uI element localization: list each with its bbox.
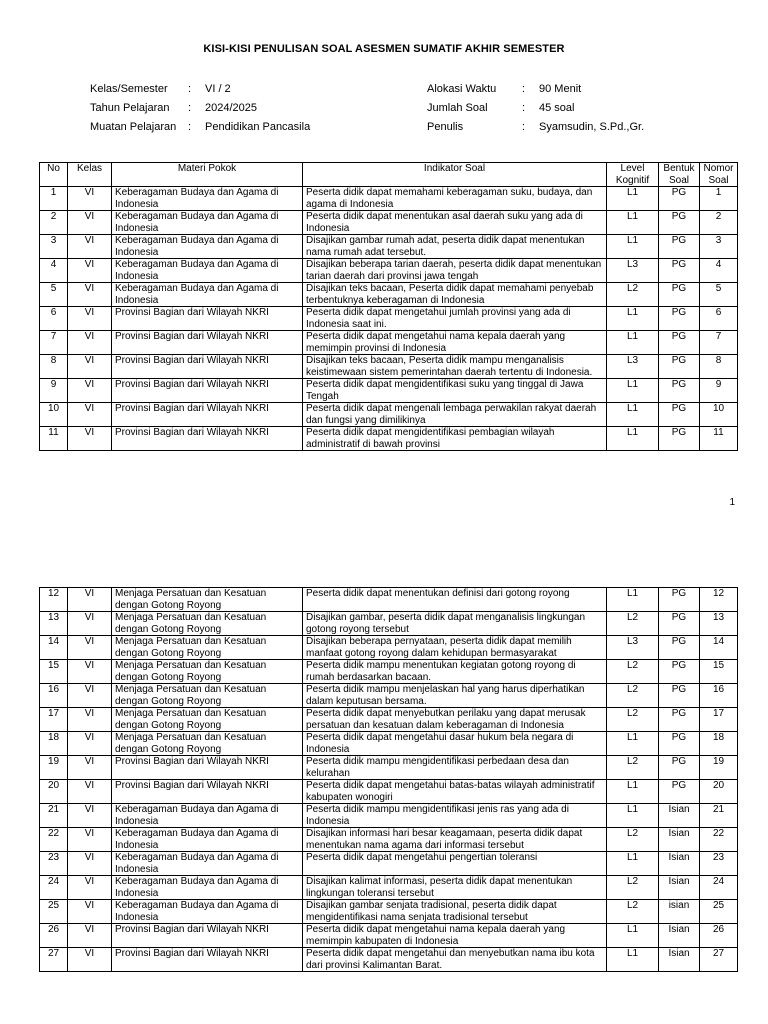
cell-materi-pokok: Keberagaman Budaya dan Agama di Indonesia: [112, 187, 303, 211]
meta-value: Pendidikan Pancasila: [205, 121, 311, 133]
cell-bentuk-soal: PG: [659, 235, 700, 259]
cell-materi-pokok: Keberagaman Budaya dan Agama di Indonesia: [112, 804, 303, 828]
table-row: [40, 403, 738, 427]
header-nomor-soal: Nomor Soal: [700, 163, 738, 187]
cell-no: 17: [40, 708, 68, 732]
meta-row: [427, 118, 644, 137]
cell-no: 14: [40, 636, 68, 660]
cell-bentuk-soal: PG: [659, 379, 700, 403]
cell-nomor-soal: 10: [700, 403, 738, 427]
cell-indikator-soal: Disajikan teks bacaan, Peserta didik mampu menganalisis keistimewaan sistem pemerintahan daerah tertentu di Indonesia.: [303, 355, 607, 379]
cell-nomor-soal: 14: [700, 636, 738, 660]
cell-materi-pokok: Keberagaman Budaya dan Agama di Indonesia: [112, 852, 303, 876]
cell-no: 18: [40, 732, 68, 756]
cell-indikator-soal: Disajikan informasi hari besar keagamaan, peserta didik dapat menentukan nama agama dari informasi tersebut: [303, 828, 607, 852]
table-row: [40, 948, 738, 972]
cell-nomor-soal: 3: [700, 235, 738, 259]
meta-value: Syamsudin, S.Pd.,Gr.: [539, 121, 645, 133]
cell-materi-pokok: Menjaga Persatuan dan Kesatuan dengan Gotong Royong: [112, 612, 303, 636]
cell-materi-pokok: Menjaga Persatuan dan Kesatuan dengan Gotong Royong: [112, 684, 303, 708]
cell-kelas: VI: [68, 732, 112, 756]
cell-level-kognitif: L2: [607, 708, 659, 732]
cell-bentuk-soal: PG: [659, 259, 700, 283]
cell-materi-pokok: Keberagaman Budaya dan Agama di Indonesia: [112, 876, 303, 900]
meta-colon: :: [522, 102, 526, 114]
cell-level-kognitif: L1: [607, 331, 659, 355]
meta-value: 45 soal: [539, 102, 575, 114]
cell-no: 7: [40, 331, 68, 355]
cell-level-kognitif: L2: [607, 828, 659, 852]
cell-indikator-soal: Peserta didik dapat menyebutkan perilaku yang dapat merusak persatuan dan kesatuan dalam keberagaman di Indonesia: [303, 708, 607, 732]
table-row: [40, 331, 738, 355]
cell-no: 25: [40, 900, 68, 924]
cell-nomor-soal: 8: [700, 355, 738, 379]
cell-level-kognitif: L1: [607, 732, 659, 756]
cell-bentuk-soal: PG: [659, 732, 700, 756]
table-row: [40, 684, 738, 708]
cell-kelas: VI: [68, 876, 112, 900]
cell-kelas: VI: [68, 756, 112, 780]
cell-level-kognitif: L1: [607, 427, 659, 451]
cell-no: 4: [40, 259, 68, 283]
table-header-row: [40, 163, 738, 187]
cell-nomor-soal: 13: [700, 612, 738, 636]
table-row: [40, 307, 738, 331]
cell-kelas: VI: [68, 588, 112, 612]
cell-bentuk-soal: PG: [659, 660, 700, 684]
cell-indikator-soal: Disajikan beberapa pernyataan, peserta didik dapat memilih manfaat gotong royong dalam kehidupan bermasyarakat: [303, 636, 607, 660]
header-level-kognitif: Level Kognitif: [607, 163, 659, 187]
cell-kelas: VI: [68, 187, 112, 211]
page-number: 1: [729, 497, 735, 508]
table-row: [40, 660, 738, 684]
cell-indikator-soal: Peserta didik mampu mengidentifikasi jenis ras yang ada di Indonesia: [303, 804, 607, 828]
cell-level-kognitif: L1: [607, 187, 659, 211]
table-row: [40, 235, 738, 259]
meta-key: Penulis: [427, 121, 464, 133]
cell-materi-pokok: Provinsi Bagian dari Wilayah NKRI: [112, 355, 303, 379]
table-row: [40, 187, 738, 211]
cell-indikator-soal: Disajikan gambar senjata tradisional, peserta didik dapat mengidentifikasi nama senjata tradisional tersebut: [303, 900, 607, 924]
cell-nomor-soal: 16: [700, 684, 738, 708]
table-row: [40, 852, 738, 876]
meta-key: Alokasi Waktu: [427, 83, 497, 95]
cell-level-kognitif: L1: [607, 780, 659, 804]
header-indikator-soal: Indikator Soal: [303, 163, 607, 187]
cell-bentuk-soal: PG: [659, 612, 700, 636]
cell-kelas: VI: [68, 211, 112, 235]
cell-bentuk-soal: PG: [659, 427, 700, 451]
cell-no: 20: [40, 780, 68, 804]
cell-level-kognitif: L1: [607, 235, 659, 259]
cell-materi-pokok: Menjaga Persatuan dan Kesatuan dengan Gotong Royong: [112, 588, 303, 612]
cell-no: 12: [40, 588, 68, 612]
cell-no: 21: [40, 804, 68, 828]
cell-indikator-soal: Disajikan beberapa tarian daerah, peserta didik dapat menentukan tarian daerah dari provinsi jawa tengah: [303, 259, 607, 283]
cell-kelas: VI: [68, 636, 112, 660]
cell-indikator-soal: Disajikan teks bacaan, Peserta didik dapat memahami penyebab terbentuknya keberagaman di Indonesia: [303, 283, 607, 307]
cell-kelas: VI: [68, 804, 112, 828]
cell-kelas: VI: [68, 283, 112, 307]
cell-materi-pokok: Keberagaman Budaya dan Agama di Indonesia: [112, 259, 303, 283]
cell-kelas: VI: [68, 331, 112, 355]
table-row: [40, 804, 738, 828]
cell-no: 16: [40, 684, 68, 708]
cell-level-kognitif: L3: [607, 259, 659, 283]
cell-indikator-soal: Disajikan kalimat informasi, peserta didik dapat menentukan lingkungan toleransi tersebut: [303, 876, 607, 900]
cell-kelas: VI: [68, 684, 112, 708]
cell-no: 2: [40, 211, 68, 235]
cell-bentuk-soal: isian: [659, 900, 700, 924]
cell-bentuk-soal: PG: [659, 708, 700, 732]
cell-no: 5: [40, 283, 68, 307]
cell-indikator-soal: Disajikan gambar rumah adat, peserta didik dapat menentukan nama rumah adat tersebut.: [303, 235, 607, 259]
cell-kelas: VI: [68, 852, 112, 876]
cell-nomor-soal: 1: [700, 187, 738, 211]
cell-nomor-soal: 12: [700, 588, 738, 612]
cell-level-kognitif: L1: [607, 211, 659, 235]
cell-no: 11: [40, 427, 68, 451]
cell-materi-pokok: Provinsi Bagian dari Wilayah NKRI: [112, 403, 303, 427]
cell-no: 9: [40, 379, 68, 403]
meta-row: [90, 118, 310, 137]
cell-nomor-soal: 23: [700, 852, 738, 876]
cell-materi-pokok: Provinsi Bagian dari Wilayah NKRI: [112, 948, 303, 972]
cell-nomor-soal: 5: [700, 283, 738, 307]
cell-materi-pokok: Keberagaman Budaya dan Agama di Indonesia: [112, 283, 303, 307]
cell-kelas: VI: [68, 379, 112, 403]
cell-nomor-soal: 24: [700, 876, 738, 900]
cell-level-kognitif: L1: [607, 403, 659, 427]
cell-materi-pokok: Provinsi Bagian dari Wilayah NKRI: [112, 307, 303, 331]
cell-kelas: VI: [68, 828, 112, 852]
table-row: [40, 828, 738, 852]
table-row: [40, 427, 738, 451]
table-row: [40, 259, 738, 283]
cell-nomor-soal: 25: [700, 900, 738, 924]
cell-nomor-soal: 17: [700, 708, 738, 732]
meta-colon: :: [188, 83, 192, 95]
cell-bentuk-soal: Isian: [659, 876, 700, 900]
cell-bentuk-soal: Isian: [659, 948, 700, 972]
cell-bentuk-soal: Isian: [659, 924, 700, 948]
cell-level-kognitif: L1: [607, 804, 659, 828]
cell-no: 6: [40, 307, 68, 331]
cell-bentuk-soal: PG: [659, 780, 700, 804]
table-row: [40, 900, 738, 924]
cell-materi-pokok: Keberagaman Budaya dan Agama di Indonesia: [112, 900, 303, 924]
cell-materi-pokok: Provinsi Bagian dari Wilayah NKRI: [112, 427, 303, 451]
cell-nomor-soal: 6: [700, 307, 738, 331]
cell-no: 23: [40, 852, 68, 876]
table-row: [40, 756, 738, 780]
cell-no: 10: [40, 403, 68, 427]
meta-value: 90 Menit: [539, 83, 582, 95]
meta-colon: :: [522, 83, 526, 95]
table-row: [40, 211, 738, 235]
cell-bentuk-soal: PG: [659, 636, 700, 660]
cell-bentuk-soal: PG: [659, 684, 700, 708]
cell-no: 24: [40, 876, 68, 900]
cell-bentuk-soal: PG: [659, 588, 700, 612]
meta-row: [90, 80, 310, 99]
meta-key: Muatan Pelajaran: [90, 121, 177, 133]
table-row: [40, 588, 738, 612]
cell-bentuk-soal: PG: [659, 187, 700, 211]
cell-nomor-soal: 9: [700, 379, 738, 403]
cell-no: 19: [40, 756, 68, 780]
cell-bentuk-soal: PG: [659, 211, 700, 235]
cell-kelas: VI: [68, 403, 112, 427]
cell-level-kognitif: L2: [607, 756, 659, 780]
cell-no: 15: [40, 660, 68, 684]
cell-materi-pokok: Keberagaman Budaya dan Agama di Indonesia: [112, 211, 303, 235]
cell-nomor-soal: 27: [700, 948, 738, 972]
table-row: [40, 636, 738, 660]
table-row: [40, 283, 738, 307]
cell-level-kognitif: L1: [607, 588, 659, 612]
kisi-kisi-table-page2: [39, 587, 738, 972]
cell-bentuk-soal: PG: [659, 331, 700, 355]
cell-level-kognitif: L1: [607, 924, 659, 948]
cell-nomor-soal: 20: [700, 780, 738, 804]
cell-nomor-soal: 18: [700, 732, 738, 756]
table-body-page2: [40, 588, 738, 972]
cell-indikator-soal: Peserta didik dapat mengetahui dan menyebutkan nama ibu kota dari provinsi Kalimantan Barat.: [303, 948, 607, 972]
cell-materi-pokok: Menjaga Persatuan dan Kesatuan dengan Gotong Royong: [112, 732, 303, 756]
header-no: No: [40, 163, 68, 187]
cell-bentuk-soal: PG: [659, 403, 700, 427]
cell-kelas: VI: [68, 235, 112, 259]
cell-materi-pokok: Menjaga Persatuan dan Kesatuan dengan Gotong Royong: [112, 708, 303, 732]
meta-row: [427, 80, 644, 99]
cell-materi-pokok: Provinsi Bagian dari Wilayah NKRI: [112, 780, 303, 804]
table-row: [40, 924, 738, 948]
cell-kelas: VI: [68, 307, 112, 331]
cell-nomor-soal: 7: [700, 331, 738, 355]
cell-materi-pokok: Provinsi Bagian dari Wilayah NKRI: [112, 379, 303, 403]
header-bentuk-soal: Bentuk Soal: [659, 163, 700, 187]
cell-indikator-soal: Peserta didik dapat mengidentifikasi suku yang tinggal di Jawa Tengah: [303, 379, 607, 403]
cell-bentuk-soal: Isian: [659, 804, 700, 828]
table-row: [40, 612, 738, 636]
table-row: [40, 708, 738, 732]
cell-indikator-soal: Peserta didik dapat mengetahui jumlah provinsi yang ada di Indonesia saat ini.: [303, 307, 607, 331]
cell-indikator-soal: Peserta didik mampu menjelaskan hal yang harus diperhatikan dalam keputusan bersama.: [303, 684, 607, 708]
header-materi-pokok: Materi Pokok: [112, 163, 303, 187]
cell-kelas: VI: [68, 612, 112, 636]
cell-indikator-soal: Peserta didik dapat mengetahui nama kepala daerah yang memimpin provinsi di Indonesia: [303, 331, 607, 355]
cell-materi-pokok: Menjaga Persatuan dan Kesatuan dengan Gotong Royong: [112, 636, 303, 660]
cell-bentuk-soal: Isian: [659, 852, 700, 876]
cell-kelas: VI: [68, 259, 112, 283]
cell-no: 8: [40, 355, 68, 379]
cell-level-kognitif: L1: [607, 307, 659, 331]
cell-bentuk-soal: PG: [659, 355, 700, 379]
meta-key: Kelas/Semester: [90, 83, 168, 95]
cell-indikator-soal: Peserta didik dapat mengidentifikasi pembagian wilayah administratif di bawah provinsi: [303, 427, 607, 451]
cell-nomor-soal: 22: [700, 828, 738, 852]
cell-indikator-soal: Peserta didik dapat mengetahui dasar hukum bela negara di Indonesia: [303, 732, 607, 756]
table-body-page1: [40, 187, 738, 451]
cell-kelas: VI: [68, 708, 112, 732]
meta-value: VI / 2: [205, 83, 231, 95]
table-row: [40, 780, 738, 804]
cell-no: 13: [40, 612, 68, 636]
cell-bentuk-soal: PG: [659, 283, 700, 307]
meta-row: [90, 99, 310, 118]
cell-kelas: VI: [68, 355, 112, 379]
cell-indikator-soal: Peserta didik mampu menentukan kegiatan gotong royong di rumah berdasarkan bacaan.: [303, 660, 607, 684]
cell-level-kognitif: L2: [607, 660, 659, 684]
cell-nomor-soal: 26: [700, 924, 738, 948]
meta-colon: :: [188, 121, 192, 133]
cell-indikator-soal: Peserta didik dapat mengetahui nama kepala daerah yang memimpin kabupaten di Indonesia: [303, 924, 607, 948]
cell-nomor-soal: 11: [700, 427, 738, 451]
meta-info-right: [427, 80, 644, 137]
cell-kelas: VI: [68, 924, 112, 948]
cell-kelas: VI: [68, 948, 112, 972]
table-row: [40, 379, 738, 403]
cell-level-kognitif: L3: [607, 636, 659, 660]
cell-bentuk-soal: PG: [659, 756, 700, 780]
meta-row: [427, 99, 644, 118]
cell-bentuk-soal: PG: [659, 307, 700, 331]
cell-level-kognitif: L2: [607, 283, 659, 307]
header-kelas: Kelas: [68, 163, 112, 187]
meta-value: 2024/2025: [205, 102, 257, 114]
cell-materi-pokok: Provinsi Bagian dari Wilayah NKRI: [112, 331, 303, 355]
cell-materi-pokok: Provinsi Bagian dari Wilayah NKRI: [112, 924, 303, 948]
page-break: [0, 540, 768, 585]
cell-level-kognitif: L3: [607, 355, 659, 379]
cell-materi-pokok: Provinsi Bagian dari Wilayah NKRI: [112, 756, 303, 780]
document-title: KISI-KISI PENULISAN SOAL ASESMEN SUMATIF AKHIR SEMESTER: [203, 43, 565, 55]
cell-level-kognitif: L2: [607, 900, 659, 924]
cell-nomor-soal: 4: [700, 259, 738, 283]
meta-key: Tahun Pelajaran: [90, 102, 170, 114]
cell-indikator-soal: Peserta didik mampu mengidentifikasi perbedaan desa dan kelurahan: [303, 756, 607, 780]
cell-level-kognitif: L2: [607, 684, 659, 708]
meta-key: Jumlah Soal: [427, 102, 488, 114]
cell-materi-pokok: Menjaga Persatuan dan Kesatuan dengan Gotong Royong: [112, 660, 303, 684]
cell-indikator-soal: Peserta didik dapat mengetahui pengertian toleransi: [303, 852, 607, 876]
cell-indikator-soal: Peserta didik dapat mengenali lembaga perwakilan rakyat daerah dan fungsi yang dimilikinya: [303, 403, 607, 427]
cell-indikator-soal: Disajikan gambar, peserta didik dapat menganalisis lingkungan gotong royong tersebut: [303, 612, 607, 636]
cell-nomor-soal: 21: [700, 804, 738, 828]
cell-kelas: VI: [68, 900, 112, 924]
cell-kelas: VI: [68, 780, 112, 804]
cell-bentuk-soal: Isian: [659, 828, 700, 852]
cell-materi-pokok: Keberagaman Budaya dan Agama di Indonesia: [112, 828, 303, 852]
cell-level-kognitif: L1: [607, 948, 659, 972]
cell-no: 3: [40, 235, 68, 259]
cell-level-kognitif: L2: [607, 612, 659, 636]
cell-indikator-soal: Peserta didik dapat menentukan definisi dari gotong royong: [303, 588, 607, 612]
cell-level-kognitif: L1: [607, 379, 659, 403]
cell-materi-pokok: Keberagaman Budaya dan Agama di Indonesia: [112, 235, 303, 259]
meta-colon: :: [522, 121, 526, 133]
cell-no: 1: [40, 187, 68, 211]
cell-no: 27: [40, 948, 68, 972]
cell-indikator-soal: Peserta didik dapat mengetahui batas-batas wilayah administratif kabupaten wonogiri: [303, 780, 607, 804]
cell-kelas: VI: [68, 660, 112, 684]
cell-no: 22: [40, 828, 68, 852]
meta-info-left: [90, 80, 310, 137]
cell-indikator-soal: Peserta didik dapat menentukan asal daerah suku yang ada di Indonesia: [303, 211, 607, 235]
cell-level-kognitif: L1: [607, 852, 659, 876]
cell-no: 26: [40, 924, 68, 948]
cell-level-kognitif: L2: [607, 876, 659, 900]
cell-kelas: VI: [68, 427, 112, 451]
table-row: [40, 355, 738, 379]
meta-colon: :: [188, 102, 192, 114]
cell-nomor-soal: 19: [700, 756, 738, 780]
kisi-kisi-table-page1: [39, 162, 738, 451]
cell-nomor-soal: 15: [700, 660, 738, 684]
table-row: [40, 732, 738, 756]
cell-indikator-soal: Peserta didik dapat memahami keberagaman suku, budaya, dan agama di Indonesia: [303, 187, 607, 211]
cell-nomor-soal: 2: [700, 211, 738, 235]
table-row: [40, 876, 738, 900]
